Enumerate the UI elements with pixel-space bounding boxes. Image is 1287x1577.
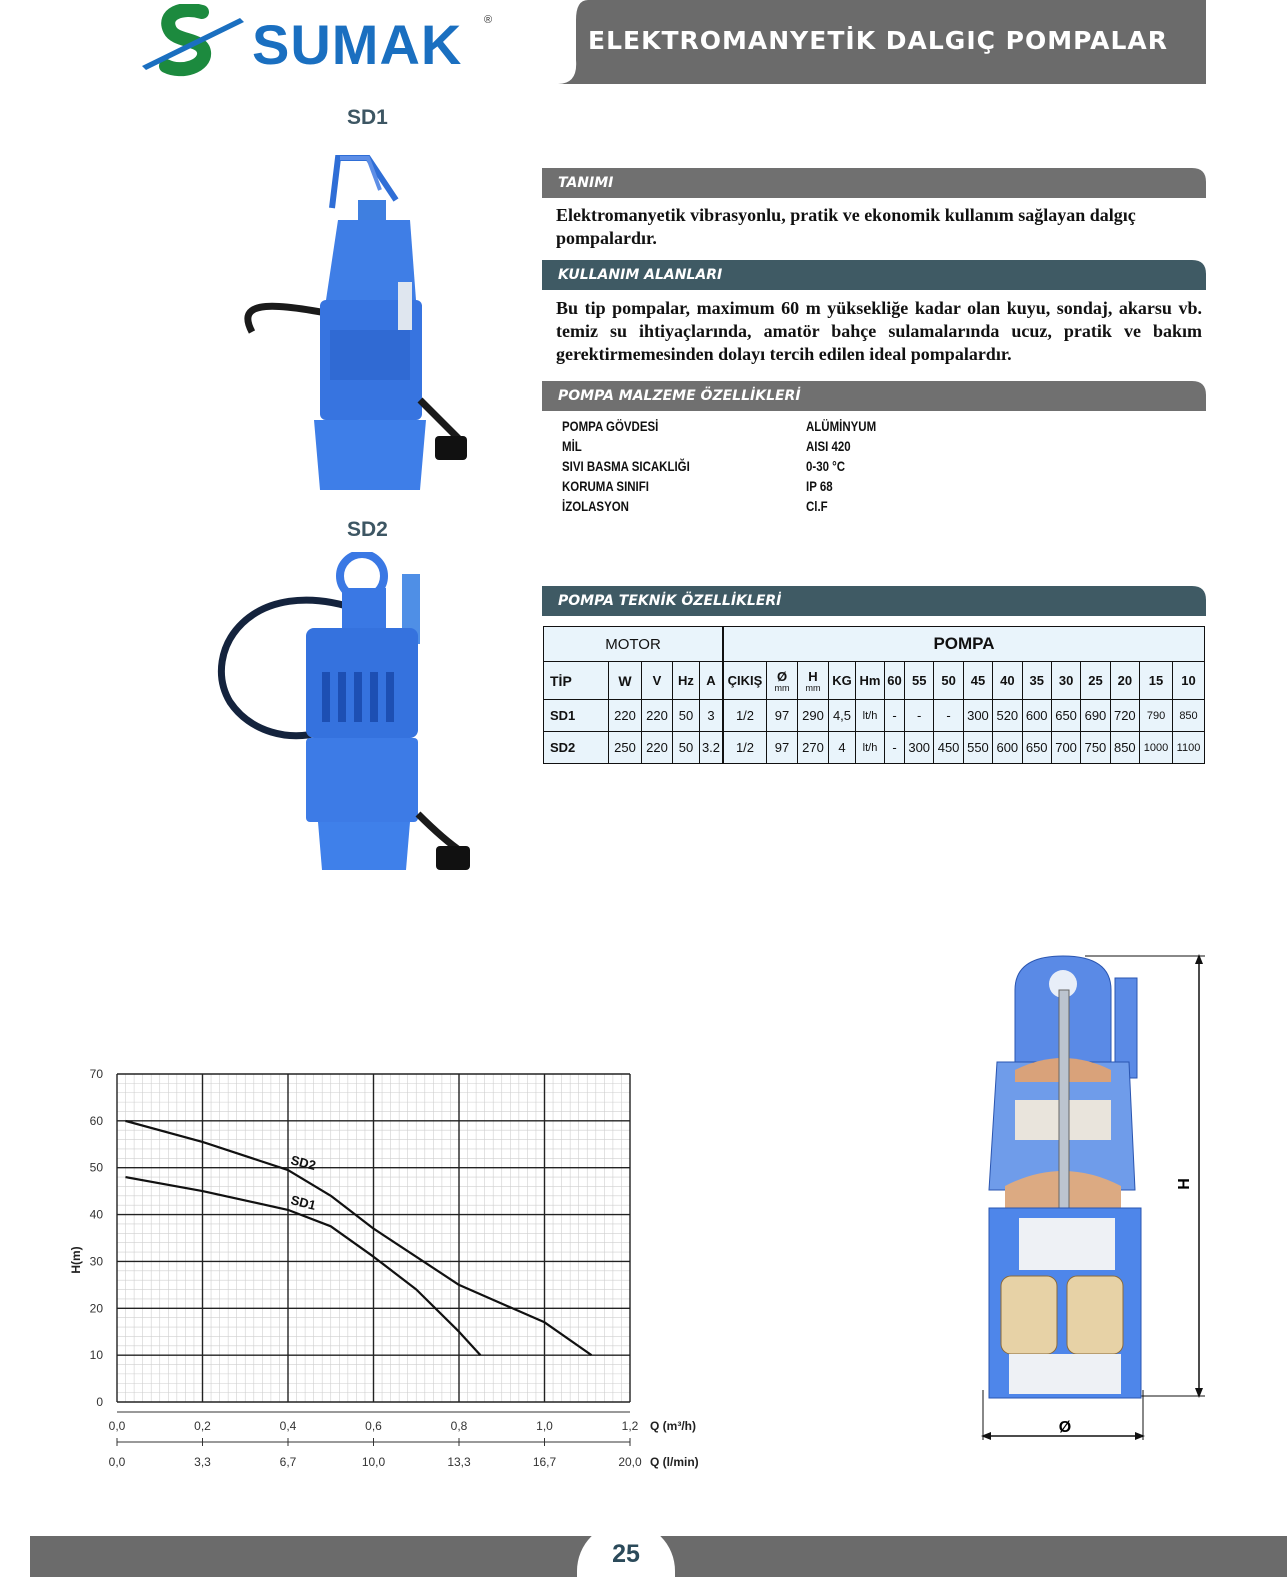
- cell: 50: [673, 700, 700, 732]
- cell: 650: [1051, 700, 1080, 732]
- spec-value: Cl.F: [806, 498, 828, 514]
- page-number: 25: [612, 1540, 640, 1568]
- cell: 1/2: [723, 700, 767, 732]
- x1-tick-label: 0,2: [194, 1419, 211, 1433]
- cell: -: [885, 700, 905, 732]
- brand-name: SUMAK: [252, 13, 463, 76]
- cell: 250: [609, 732, 642, 764]
- x2-tick-label: 13,3: [447, 1455, 471, 1469]
- cell: 4: [829, 732, 856, 764]
- x2-tick-label: 0,0: [108, 1455, 126, 1469]
- section-title-malzeme: POMPA MALZEME ÖZELLİKLERİ: [558, 388, 801, 404]
- chart-x1-label: Q (m³/h): [650, 1419, 696, 1433]
- col-header: 15: [1140, 662, 1173, 700]
- col-header: V: [642, 662, 673, 700]
- y-tick-label: 30: [89, 1254, 103, 1269]
- x2-tick-label: 6,7: [279, 1455, 297, 1469]
- cell: 220: [609, 700, 642, 732]
- cell: 600: [993, 732, 1022, 764]
- spec-value: AISI 420: [806, 438, 851, 454]
- x1-tick-label: 0,4: [279, 1419, 297, 1433]
- spec-value: IP 68: [806, 478, 833, 494]
- brand-logo: [140, 4, 500, 84]
- col-header: 10: [1173, 662, 1205, 700]
- col-header: Hz: [673, 662, 700, 700]
- table-row: [544, 732, 1205, 764]
- cell: 4,5: [829, 700, 856, 732]
- col-header: ÇIKIŞ: [723, 662, 767, 700]
- col-header: 45: [963, 662, 992, 700]
- x1-tick-label: 0,6: [365, 1419, 382, 1433]
- x1-tick-label: 0,0: [108, 1419, 126, 1433]
- y-tick-label: 10: [89, 1348, 103, 1363]
- y-tick-label: 60: [89, 1113, 103, 1128]
- x2-tick-label: 3,3: [194, 1455, 211, 1469]
- cell: 1000: [1140, 732, 1173, 764]
- y-tick-label: 70: [89, 1067, 103, 1081]
- x2-tick-label: 20,0: [618, 1455, 642, 1469]
- y-tick-label: 50: [89, 1160, 103, 1175]
- cell: -: [885, 732, 905, 764]
- cell: -: [905, 700, 934, 732]
- tanimi-text: Elektromanyetik vibrasyonlu, pratik ve ekonomik kullanım sağlayan dalgıç pompalardır.: [556, 205, 1136, 248]
- spec-label: İZOLASYON: [562, 498, 629, 514]
- cell: 690: [1081, 700, 1110, 732]
- chart-x-ticks-lmin: [109, 1438, 642, 1469]
- spec-label: KORUMA SINIFI: [562, 478, 649, 494]
- spec-label: MİL: [562, 438, 582, 454]
- height-label: H: [1176, 1178, 1193, 1190]
- chart-y-label: H(m): [69, 1246, 83, 1274]
- col-header: 55: [905, 662, 934, 700]
- diameter-label: Ø: [1058, 1419, 1072, 1436]
- cell: 650: [1022, 732, 1051, 764]
- spec-value: 0-30 °C: [806, 458, 846, 474]
- section-title-teknik: POMPA TEKNİK ÖZELLİKLERİ: [558, 593, 782, 609]
- col-header: Hm: [856, 662, 885, 700]
- cell: 3.2: [700, 732, 724, 764]
- group-motor: MOTOR: [544, 627, 724, 662]
- chart-y-ticks: [90, 1067, 104, 1409]
- cell: 97: [767, 700, 798, 732]
- cell: 720: [1110, 700, 1139, 732]
- col-header-text: H: [808, 669, 818, 684]
- y-tick-label: 0: [96, 1395, 103, 1409]
- model-label-sd2: SD2: [347, 518, 388, 541]
- cell: 750: [1081, 732, 1110, 764]
- x2-tick-label: 10,0: [361, 1455, 386, 1469]
- cell: 97: [767, 732, 798, 764]
- cell: lt/h: [856, 700, 885, 732]
- chart-x-ticks-m3h: [109, 1412, 639, 1433]
- col-header: 60: [885, 662, 905, 700]
- cell: SD1: [544, 700, 609, 732]
- cell: 1/2: [723, 732, 767, 764]
- cell: 220: [642, 700, 673, 732]
- x1-tick-label: 1,2: [621, 1419, 639, 1433]
- cell: 270: [798, 732, 829, 764]
- x1-tick-label: 1,0: [536, 1419, 553, 1433]
- cell: 520: [993, 700, 1022, 732]
- chart-series: [126, 1121, 592, 1355]
- col-header: 20: [1110, 662, 1139, 700]
- section-bar-tanimi: [542, 168, 1206, 198]
- page-title: ELEKTROMANYETİK DALGIÇ POMPALAR: [588, 26, 1169, 55]
- cell: 550: [963, 732, 992, 764]
- cell: 790: [1140, 700, 1173, 732]
- section-title-tanimi: TANIMI: [558, 175, 614, 191]
- x1-tick-label: 0,8: [450, 1419, 468, 1433]
- series-label-sd2: SD2: [289, 1152, 318, 1174]
- spec-label: POMPA GÖVDESİ: [562, 418, 659, 434]
- col-header-text: Ø: [776, 669, 788, 684]
- kullanim-text: Bu tip pompalar, maximum 60 m yüksekliğe kadar olan kuyu, sondaj, akarsu vb. temiz su ihtiyaçlarında, amatör bahçe sulamalarında ucuz, pratik ve bakım gerektirmemesinden dolayı tercih edilen ideal pompalardır.: [556, 298, 1202, 364]
- col-header-diameter: [767, 662, 798, 700]
- cell: 300: [963, 700, 992, 732]
- cell: 450: [934, 732, 963, 764]
- pump-cross-section-diagram: [975, 950, 1215, 1450]
- cell: 300: [905, 732, 934, 764]
- table-header-row: [544, 662, 1205, 700]
- cell: 290: [798, 700, 829, 732]
- col-header: KG: [829, 662, 856, 700]
- cell: 220: [642, 732, 673, 764]
- col-header: 40: [993, 662, 1022, 700]
- col-header: 35: [1022, 662, 1051, 700]
- cell: 600: [1022, 700, 1051, 732]
- table-group-row: [544, 627, 1205, 662]
- series-label-sd1: SD1: [289, 1192, 318, 1213]
- unit-mm: mm: [774, 683, 790, 693]
- group-pompa: POMPA: [723, 627, 1205, 662]
- spec-label: SIVI BASMA SICAKLIĞI: [562, 458, 690, 474]
- col-header: 25: [1081, 662, 1110, 700]
- col-header: W: [609, 662, 642, 700]
- col-header: TİP: [544, 662, 609, 700]
- y-tick-label: 40: [89, 1207, 103, 1222]
- col-header: A: [700, 662, 724, 700]
- model-label-sd1: SD1: [347, 106, 388, 129]
- cell: 3: [700, 700, 724, 732]
- cell: 50: [673, 732, 700, 764]
- cell: lt/h: [856, 732, 885, 764]
- cell: 850: [1173, 700, 1205, 732]
- series-line-sd2: [126, 1121, 592, 1355]
- cell: 1100: [1173, 732, 1205, 764]
- x2-tick-label: 16,7: [532, 1455, 557, 1469]
- table-row: [544, 700, 1205, 732]
- chart-x2-label: Q (l/min): [650, 1455, 699, 1469]
- sumak-swoosh-icon: [140, 4, 250, 84]
- section-title-kullanim: KULLANIM ALANLARI: [558, 267, 723, 283]
- col-header-height: [798, 662, 829, 700]
- spec-value: ALÜMİNYUM: [806, 418, 877, 434]
- cell: SD2: [544, 732, 609, 764]
- technical-spec-table: [543, 626, 1205, 764]
- performance-chart: [60, 1060, 720, 1490]
- cell: 700: [1051, 732, 1080, 764]
- sd1-pump-image: [240, 150, 480, 500]
- unit-mm: mm: [805, 683, 821, 693]
- col-header: 30: [1051, 662, 1080, 700]
- cell: 850: [1110, 732, 1139, 764]
- page-number-tab: [577, 1522, 675, 1577]
- sd2-pump-image: [210, 552, 480, 882]
- col-header: 50: [934, 662, 963, 700]
- registered-mark: ®: [484, 14, 493, 26]
- cell: -: [934, 700, 963, 732]
- y-tick-label: 20: [89, 1301, 103, 1316]
